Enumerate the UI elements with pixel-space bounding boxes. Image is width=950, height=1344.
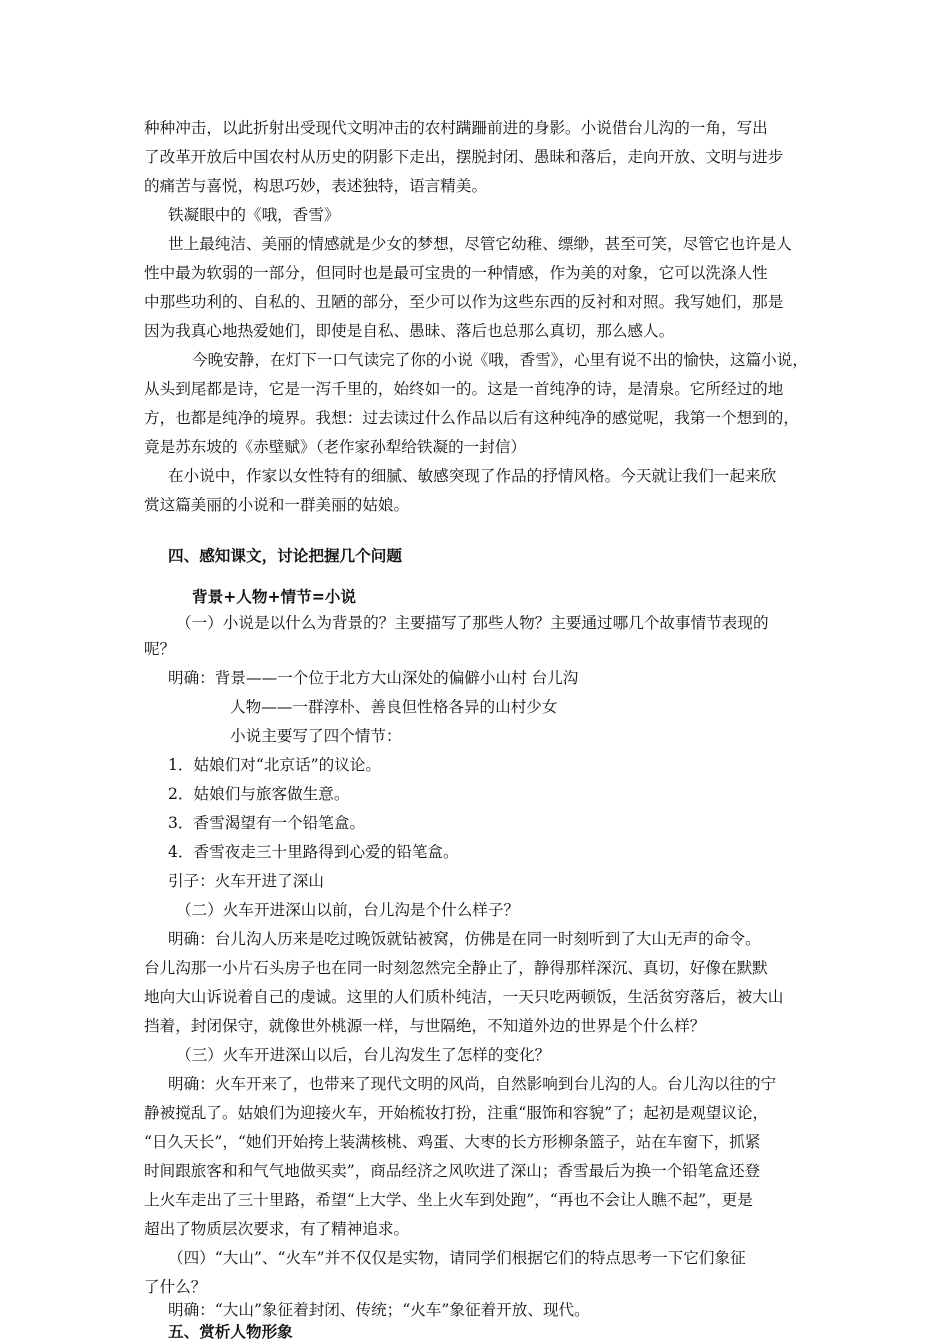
- paragraph-line: 今晚安静，在灯下一口气读完了你的小说《哦，香雪》，心里有说不出的愉快，这篇小说，: [192, 351, 808, 369]
- formula-heading: 背景+人物+情节=小说: [192, 588, 356, 606]
- paragraph-line: 赏这篇美丽的小说和一群美丽的姑娘。: [144, 496, 410, 514]
- question-line: （四）“大山”、“火车”并不仅仅是实物，请同学们根据它们的特点思考一下它们象征: [168, 1249, 746, 1267]
- section-heading: 五、赏析人物形象: [168, 1323, 293, 1341]
- paragraph-line: 竟是苏东坡的《赤壁赋》（老作家孙犁给铁凝的一封信）: [144, 438, 527, 456]
- answer-line: 人物——一群淳朴、善良但性格各异的山村少女: [230, 698, 558, 716]
- paragraph-line: 世上最纯洁、美丽的情感就是少女的梦想，尽管它幼稚、缥缈，甚至可笑，尽管它也许是人: [168, 235, 792, 253]
- answer-line: 明确：“大山”象征着封闭、传统；“火车”象征着开放、现代。: [168, 1301, 590, 1319]
- list-item: 3．香雪渴望有一个铅笔盒。: [168, 814, 366, 832]
- paragraph-line: 方，也都是纯净的境界。我想：过去读过什么作品以后有这种纯净的感觉呢，我第一个想到的，: [144, 409, 799, 427]
- subheading-line: 铁凝眼中的《哦，香雪》: [168, 206, 340, 224]
- paragraph-line: 从头到尾都是诗，它是一泻千里的，始终如一的。这是一首纯净的诗，是清泉。它所经过的地: [144, 380, 784, 398]
- answer-line: 明确：背景——一个位于北方大山深处的偏僻小山村 台儿沟: [168, 669, 579, 687]
- answer-line: 地向大山诉说着自己的虔诚。这里的人们质朴纯洁，一天只吃两顿饭，生活贫穷落后，被大山: [144, 988, 784, 1006]
- paragraph-line: 因为我真心地热爱她们，即使是自私、愚昧、落后也总那么真切，那么感人。: [144, 322, 675, 340]
- answer-line: 超出了物质层次要求，有了精神追求。: [144, 1220, 410, 1238]
- paragraph-line: 引子：火车开进了深山: [168, 872, 324, 890]
- section-heading: 四、感知课文，讨论把握几个问题: [168, 547, 402, 565]
- list-item: 1．姑娘们对“北京话”的议论。: [168, 756, 381, 774]
- question-line: （二）火车开进深山以前，台儿沟是个什么样子？: [176, 901, 520, 919]
- paragraph-line: 中那些功利的、自私的、丑陋的部分，至少可以作为这些东西的反衬和对照。我写她们，那是: [144, 293, 784, 311]
- question-line: （三）火车开进深山以后，台儿沟发生了怎样的变化？: [176, 1046, 551, 1064]
- question-line: 了什么？: [144, 1278, 207, 1296]
- answer-line: 台儿沟那一小片石头房子也在同一时刻忽然完全静止了，静得那样深沉、真切，好像在默默: [144, 959, 768, 977]
- answer-line: 小说主要写了四个情节：: [230, 727, 402, 745]
- paragraph-line: 了改革开放后中国农村从历史的阴影下走出，摆脱封闭、愚昧和落后，走向开放、文明与进步: [144, 148, 784, 166]
- answer-line: 明确：火车开来了，也带来了现代文明的风尚，自然影响到台儿沟的人。台儿沟以往的宁: [168, 1075, 777, 1093]
- answer-line: 时间跟旅客和和气气地做买卖”，商品经济之风吹进了深山；香雪最后为换一个铅笔盒还登: [144, 1162, 761, 1180]
- answer-line: 挡着，封闭保守，就像世外桃源一样，与世隔绝，不知道外边的世界是个什么样？: [144, 1017, 706, 1035]
- paragraph-line: 性中最为软弱的一部分，但同时也是最可宝贵的一种情感，作为美的对象，它可以洗涤人性: [144, 264, 768, 282]
- question-line: 呢？: [144, 640, 176, 658]
- list-item: 4．香雪夜走三十里路得到心爱的铅笔盒。: [168, 843, 459, 861]
- answer-line: 上火车走出了三十里路，希望“上大学、坐上火车到处跑”，“再也不会让人瞧不起”，更是: [144, 1191, 753, 1209]
- answer-line: 静被搅乱了。姑娘们为迎接火车，开始梳妆打扮，注重“服饰和容貌”了；起初是观望议论，: [144, 1104, 769, 1122]
- paragraph-line: 在小说中，作家以女性特有的细腻、敏感突现了作品的抒情风格。今天就让我们一起来欣: [168, 467, 777, 485]
- question-line: （一）小说是以什么为背景的？主要描写了那些人物？主要通过哪几个故事情节表现的: [176, 614, 769, 632]
- list-item: 2．姑娘们与旅客做生意。: [168, 785, 350, 803]
- answer-line: 明确：台儿沟人历来是吃过晚饭就钻被窝，仿佛是在同一时刻听到了大山无声的命令。: [168, 930, 761, 948]
- answer-line: “日久天长”，“她们开始挎上装满核桃、鸡蛋、大枣的长方形柳条篮子，站在车窗下，抓紧: [144, 1133, 761, 1151]
- paragraph-line: 种种冲击，以此折射出受现代文明冲击的农村蹒跚前进的身影。小说借台儿沟的一角，写出: [144, 119, 768, 137]
- paragraph-line: 的痛苦与喜悦，构思巧妙，表述独特，语言精美。: [144, 177, 488, 195]
